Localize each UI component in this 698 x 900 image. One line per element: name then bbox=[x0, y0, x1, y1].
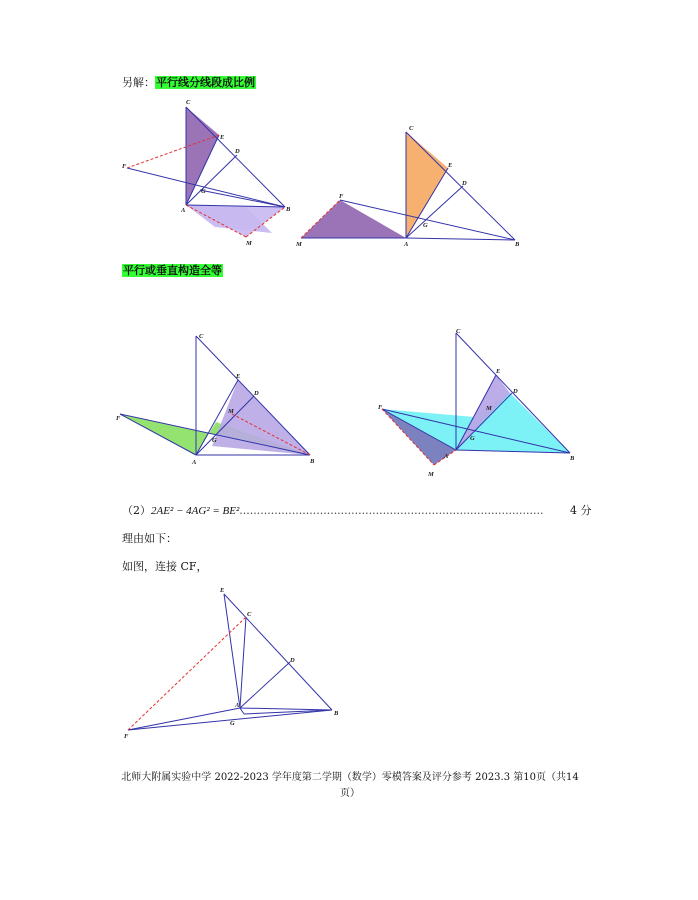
fig5-label-D: D bbox=[290, 657, 295, 664]
part2-number: （2） bbox=[122, 504, 151, 517]
footer-line-1: 北师大附属实验中学 2022-2023 学年度第二学期（数学）零模答案及评分参考 2023.3 第10页（共14 bbox=[121, 772, 579, 783]
fig4-label-E: E bbox=[496, 368, 501, 375]
reason-text: 理由如下： bbox=[122, 532, 177, 545]
fig4-label-F: F bbox=[378, 404, 383, 411]
fig1-label-A: A bbox=[181, 207, 186, 214]
figure-2 bbox=[293, 120, 523, 250]
figure-4 bbox=[370, 325, 585, 480]
fig2-label-A: A bbox=[404, 241, 409, 248]
fig3-label-G: G bbox=[212, 437, 217, 444]
fig2-label-B: B bbox=[515, 241, 520, 248]
part2-line bbox=[122, 502, 592, 518]
fig1-label-F: F bbox=[122, 163, 127, 170]
fig1-label-D: D bbox=[235, 148, 240, 155]
fig2-label-F: F bbox=[339, 193, 344, 200]
connect-text: 如图，连接 CF， bbox=[122, 560, 208, 573]
fig1-label-B: B bbox=[286, 206, 291, 213]
fig4-label-C: C bbox=[456, 328, 461, 335]
fig4-label-D: D bbox=[513, 388, 518, 395]
fig2-label-G: G bbox=[423, 222, 428, 229]
part2-formula: 2AE² − 4AG² = BE² bbox=[151, 505, 240, 517]
fig5-label-F: F bbox=[124, 733, 129, 740]
fig1-label-G: G bbox=[201, 188, 206, 195]
alt-solution-heading bbox=[122, 74, 256, 90]
figure-5 bbox=[120, 580, 350, 750]
fig3-label-A: A bbox=[192, 459, 197, 466]
fig5-label-G: G bbox=[230, 720, 235, 727]
fig4-label-M-upper: M bbox=[486, 405, 492, 412]
fig1-label-C: C bbox=[186, 99, 191, 106]
fig2-label-M: M bbox=[296, 241, 302, 248]
alt-solution-title: 平行线分线段成比例 bbox=[156, 76, 255, 89]
footer-line-2: 页） bbox=[340, 788, 360, 799]
part2-dots: ....................................................................................... bbox=[239, 504, 544, 517]
figure-1 bbox=[115, 95, 295, 250]
part2-score: 4 分 bbox=[570, 504, 592, 517]
fig2-label-D: D bbox=[462, 180, 467, 187]
congruence-heading bbox=[122, 262, 223, 278]
fig3-label-M: M bbox=[228, 408, 234, 415]
fig3-label-B: B bbox=[310, 458, 315, 465]
fig4-label-M-lower: M bbox=[428, 471, 434, 478]
fig2-label-E: E bbox=[448, 162, 453, 169]
fig5-label-E: E bbox=[220, 587, 225, 594]
fig4-label-A: A bbox=[444, 453, 449, 460]
fig5-label-B: B bbox=[334, 710, 339, 717]
fig5-label-A: A bbox=[235, 702, 240, 709]
figure-3 bbox=[112, 330, 322, 470]
fig3-label-E: E bbox=[236, 373, 241, 380]
fig2-label-C: C bbox=[409, 125, 414, 132]
fig4-label-G: G bbox=[470, 435, 475, 442]
fig4-label-B: B bbox=[570, 455, 575, 462]
fig3-label-F: F bbox=[116, 415, 121, 422]
fig3-label-C: C bbox=[199, 333, 204, 340]
fig1-label-E: E bbox=[220, 134, 225, 141]
alt-solution-prefix: 另解： bbox=[122, 76, 155, 89]
page-footer bbox=[110, 770, 590, 802]
fig3-label-D: D bbox=[254, 390, 259, 397]
congruence-title: 平行或垂直构造全等 bbox=[123, 264, 222, 277]
fig5-label-C: C bbox=[247, 611, 252, 618]
fig1-label-M: M bbox=[246, 240, 252, 247]
